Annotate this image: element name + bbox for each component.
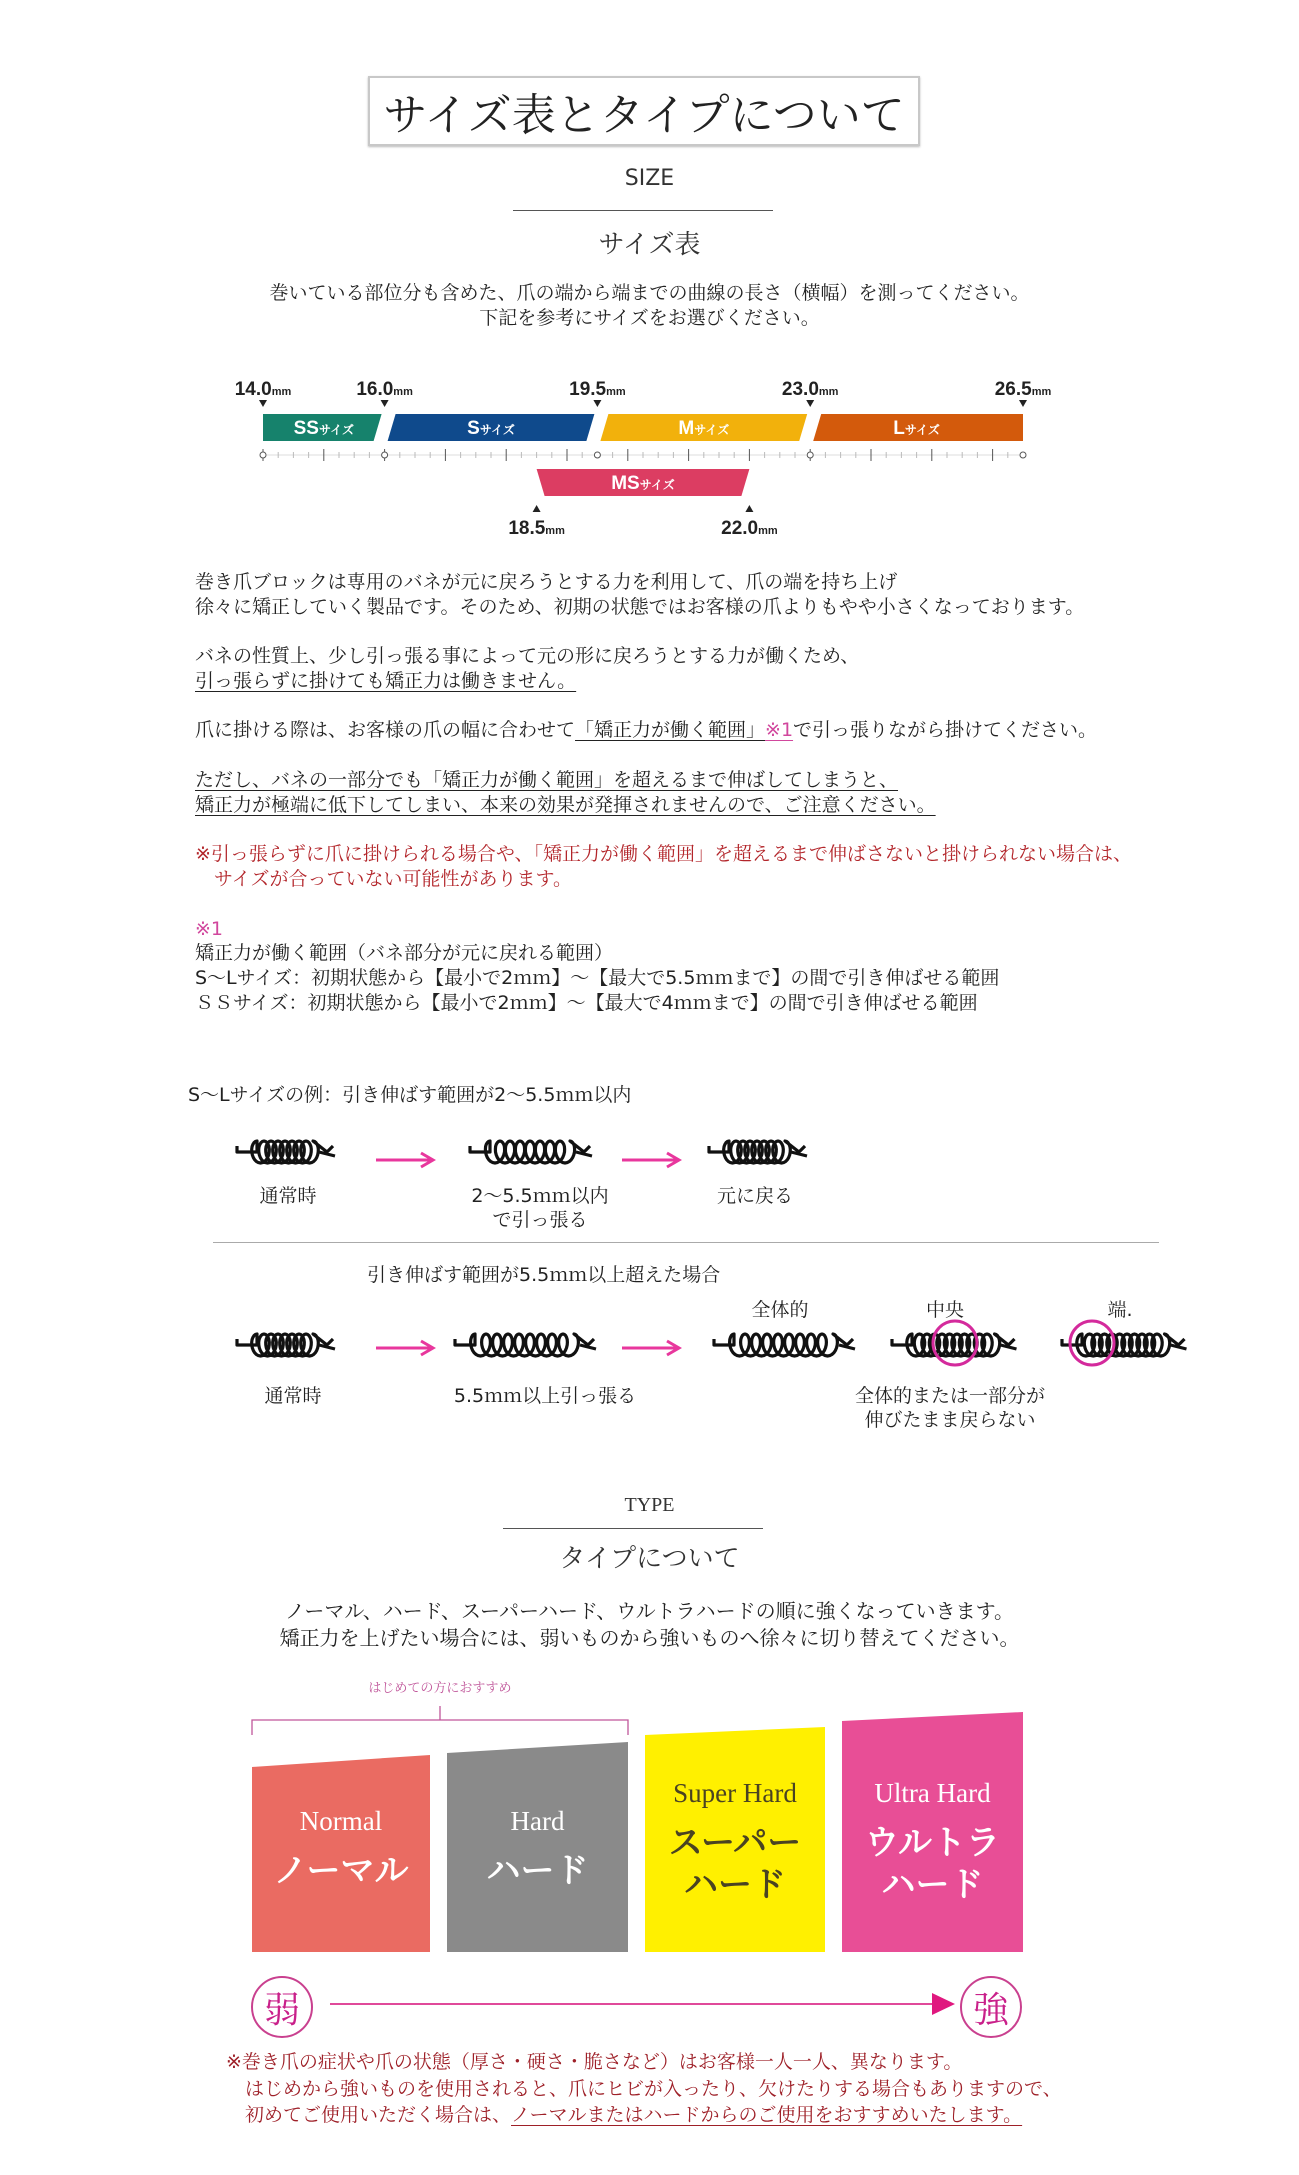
- paragraph-1-line-1: 巻き爪ブロックは専用のバネが元に戻ろうとする力を利用して、爪の端を持ち上げ: [195, 571, 898, 593]
- type-name-en: Super Hard: [673, 1778, 797, 1808]
- example-1-heading: S～Lサイズの例：引き伸ばす範囲が2～5.5ｍｍ以内: [188, 1084, 632, 1106]
- top-tick-label: 23.0mm: [781, 379, 839, 400]
- size-bar-label-ss: SSサイズ: [293, 418, 355, 439]
- example-2-result-2: 伸びたまま戻らない: [864, 1409, 1036, 1431]
- type-card: [252, 1760, 430, 1950]
- recommend-bracket: [252, 1706, 628, 1735]
- type-card: [842, 1760, 1023, 1950]
- size-bar-label-l: Lサイズ: [893, 418, 940, 439]
- footer-line-2: はじめから強いものを使用されると、爪にヒビが入ったり、欠けたりする場合もありますので、: [226, 2078, 1062, 2100]
- example-1-label-stretch-2: で引っ張る: [492, 1209, 588, 1231]
- type-name-jp: ハード: [881, 1865, 984, 1905]
- type-name-jp: ノーマル: [273, 1851, 409, 1891]
- paragraph-4-line-2: 矯正力が極端に低下してしまい、本来の効果が発揮されませんので、ご注意ください。: [195, 794, 936, 816]
- type-name-jp: ハード: [486, 1851, 589, 1891]
- type-card: [447, 1760, 628, 1950]
- footer-line-3: [226, 2103, 1022, 2128]
- footer-line-3-pre: 初めてご使用いただく場合は、: [226, 2104, 512, 2126]
- size-bar-label-s: Sサイズ: [467, 418, 515, 439]
- type-name-en: Ultra Hard: [874, 1778, 991, 1808]
- strength-arrow-head: [932, 1993, 955, 2015]
- type-intro-1: ノーマル、ハード、スーパーハード、ウルトラハードの順に強くなっていきます。: [285, 1599, 1014, 1623]
- type-name-en: Hard: [510, 1806, 565, 1836]
- example-2-top-label-end: 端.: [1107, 1299, 1133, 1321]
- warning-line-2: サイズが合っていない可能性があります。: [195, 868, 572, 890]
- size-section-en: SIZE: [624, 166, 675, 191]
- size-section-title: サイズ表: [598, 230, 701, 260]
- footer-recommendation: ノーマルまたはハードからのご使用をおすすめいたします。: [511, 2104, 1023, 2126]
- type-name-jp: スーパー: [668, 1823, 802, 1863]
- size-intro-2: 下記を参考にサイズをお選びください。: [479, 307, 820, 329]
- warning-line-1: ※引っ張らずに爪に掛けられる場合や、「矯正力が働く範囲」を超えるまで伸ばさないと掛けられない場合は、: [195, 843, 1133, 865]
- top-tick-label: 14.0mm: [234, 379, 292, 400]
- bottom-tick-label: 18.5mm: [508, 518, 565, 539]
- example-2-top-label-whole: 全体的: [751, 1299, 809, 1321]
- note-line-2: S～Lサイズ：初期状態から【最小で2ｍｍ】～【最大で5.5ｍｍまで】の間で引き伸ばせる範囲: [195, 967, 1000, 989]
- paragraph-2-line-2: 引っ張らずに掛けても矯正力は働きません。: [195, 670, 577, 692]
- paragraph-3-post: で引っ張りながら掛けてください。: [793, 719, 1098, 741]
- example-1-label-normal: 通常時: [259, 1185, 317, 1207]
- range-term: 「矯正力が働く範囲」: [575, 719, 766, 741]
- example-1-label-stretch: 2～5.5ｍｍ以内: [471, 1185, 609, 1207]
- paragraph-2-line-1: バネの性質上、少し引っ張る事によって元の形に戻ろうとする力が働くため、: [195, 645, 860, 667]
- footer-line-1: ※巻き爪の症状や爪の状態（厚さ・硬さ・脆さなど）はお客様一人一人、異なります。: [226, 2051, 963, 2073]
- type-section-title: タイプについて: [559, 1544, 740, 1574]
- example-2-label-overstretch: 5.5ｍｍ以上引っ張る: [453, 1385, 637, 1407]
- top-tick-label: 19.5mm: [569, 379, 626, 400]
- bottom-tick-label: 22.0mm: [721, 518, 778, 539]
- example-1-label-return: 元に戻る: [716, 1185, 793, 1207]
- note-link[interactable]: ※1: [765, 719, 794, 741]
- type-name-jp: ハード: [684, 1865, 786, 1905]
- size-bar-label-ms: MSサイズ: [611, 473, 675, 494]
- recommend-label: はじめての方におすすめ: [368, 1681, 512, 1696]
- type-card: [645, 1760, 825, 1950]
- top-tick-label: 26.5mm: [994, 379, 1052, 400]
- type-name-jp: ウルトラ: [865, 1823, 1000, 1863]
- weak-badge: 弱: [251, 1976, 313, 2038]
- paragraph-3-pre: 爪に掛ける際は、お客様の爪の幅に合わせて: [195, 719, 576, 741]
- paragraph-4-line-1: ただし、バネの一部分でも「矯正力が働く範囲」を超えるまで伸ばしてしまうと、: [195, 769, 899, 791]
- page-title: サイズ表とタイプについて: [368, 76, 920, 146]
- note-line-3: ＳＳサイズ：初期状態から【最小で2ｍｍ】～【最大で4ｍｍまで】の間で引き伸ばせる範囲: [195, 992, 978, 1014]
- size-bar-label-m: Mサイズ: [678, 418, 730, 439]
- type-section-en: TYPE: [624, 1494, 675, 1516]
- type-name-en: Normal: [299, 1806, 383, 1836]
- example-2-top-label-center: 中央: [925, 1299, 964, 1321]
- example-2-result-1: 全体的または一部分が: [854, 1385, 1045, 1407]
- note-mark: ※1: [195, 918, 224, 940]
- strong-badge: 強: [960, 1976, 1022, 2038]
- example-2-label-normal: 通常時: [264, 1385, 322, 1407]
- note-line-1: 矯正力が働く範囲（バネ部分が元に戻れる範囲）: [195, 942, 614, 964]
- example-2-heading: 引き伸ばす範囲が5.5ｍｍ以上超えた場合: [367, 1264, 721, 1286]
- paragraph-1-line-2: 徐々に矯正していく製品です。そのため、初期の状態ではお客様の爪よりもやや小さくなっております。: [195, 596, 1085, 618]
- type-intro-2: 矯正力を上げたい場合には、弱いものから強いものへ徐々に切り替えてください。: [279, 1626, 1020, 1650]
- top-tick-label: 16.0mm: [356, 379, 413, 400]
- size-intro-1: 巻いている部位分も含めた、爪の端から端までの曲線の長さ（横幅）を測ってください。: [269, 282, 1030, 304]
